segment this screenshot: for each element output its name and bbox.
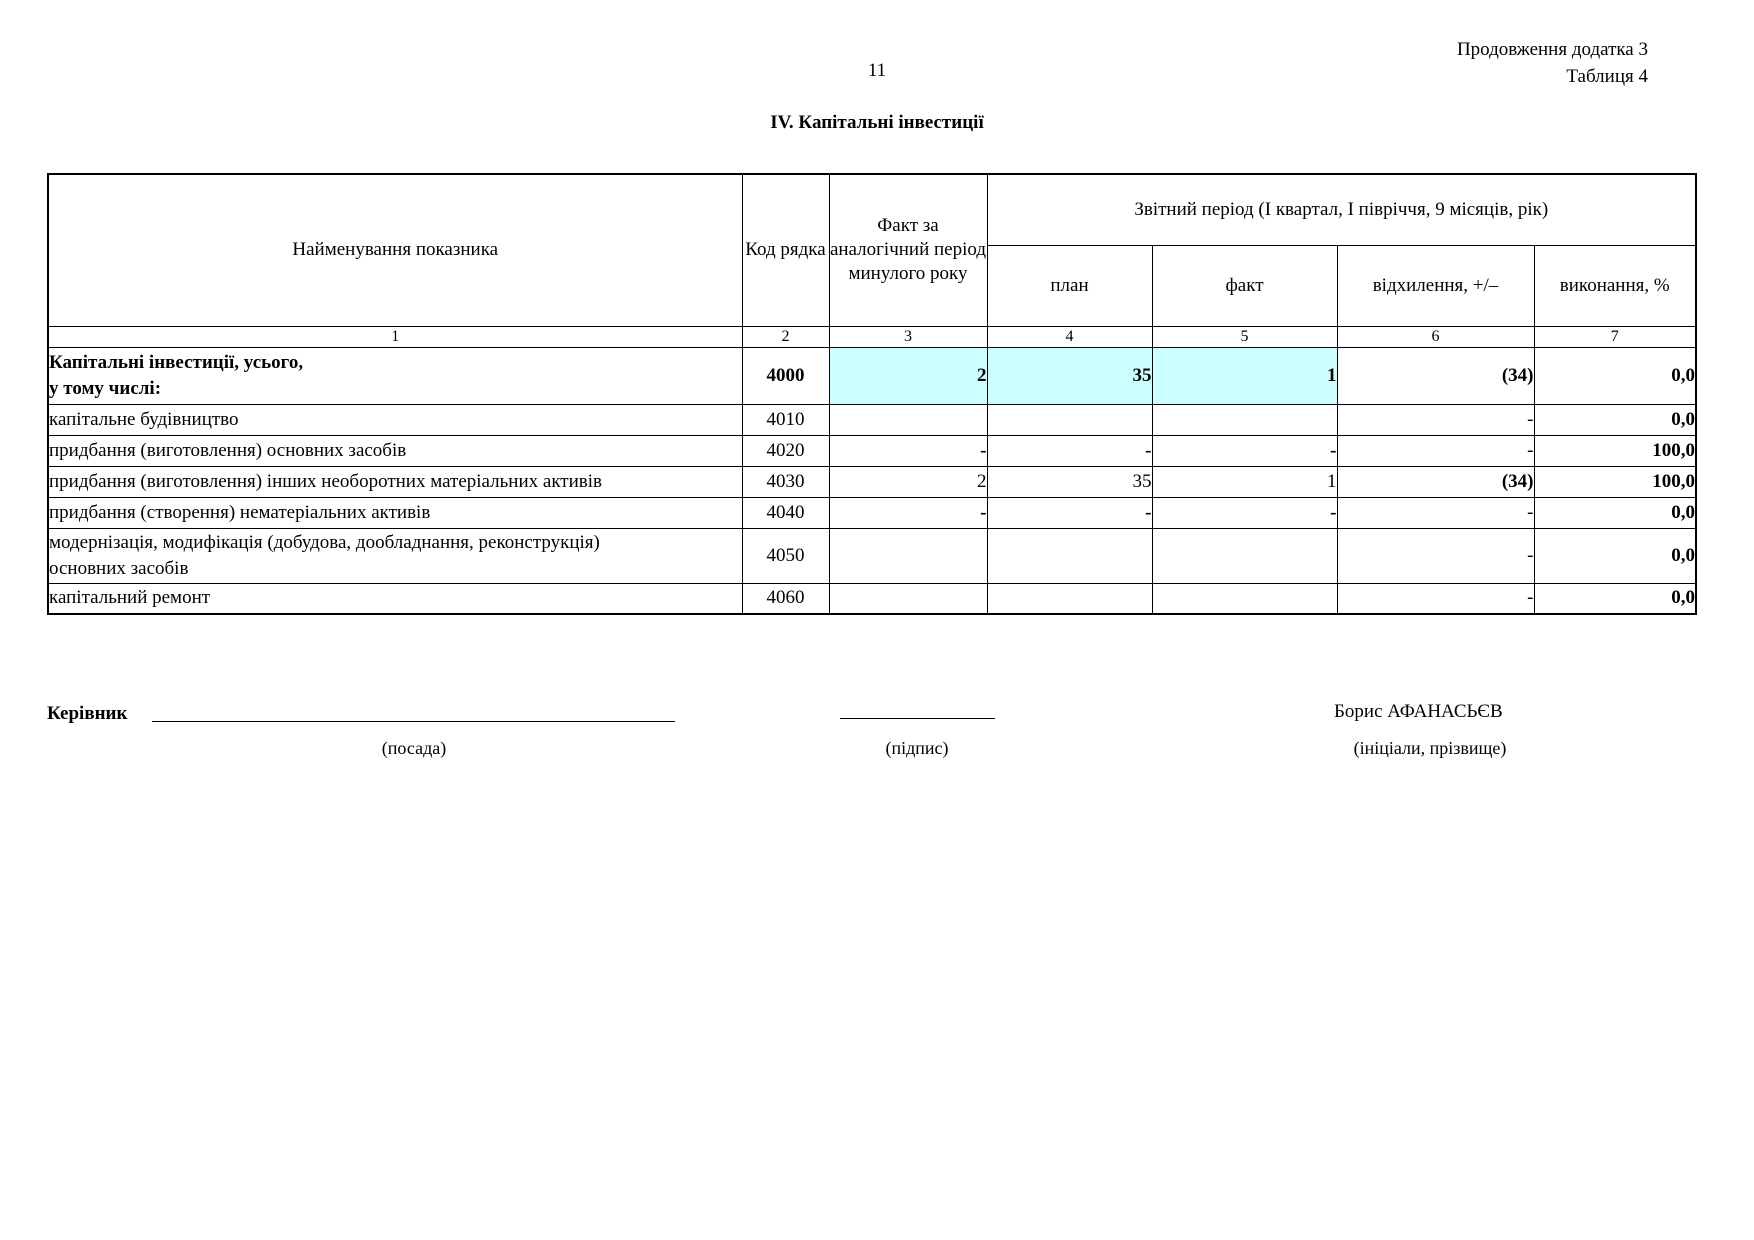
cell-deviation: (34) [1337, 466, 1534, 497]
table-row-4010 [48, 404, 1696, 435]
caption-sign: (підпис) [885, 738, 949, 758]
col-header-fact-prev-year: Факт за аналогічний період минулого року [829, 174, 987, 326]
column-number: 1 [48, 326, 742, 347]
cell-fact [1152, 404, 1337, 435]
row-name [48, 347, 742, 404]
row-name: капітальний ремонт [48, 583, 742, 614]
cell-fact: 1 [1152, 347, 1337, 404]
cell-fact: 1 [1152, 466, 1337, 497]
cell-plan: 35 [987, 347, 1152, 404]
row-name: придбання (створення) нематеріальних активів [48, 497, 742, 528]
signature-role-label: Керівник [47, 703, 128, 724]
column-number: 3 [829, 326, 987, 347]
row-code: 4010 [742, 404, 829, 435]
table-row-4020 [48, 435, 1696, 466]
cell-execution: 0,0 [1534, 528, 1696, 583]
cell-execution: 0,0 [1534, 404, 1696, 435]
cell-fact: - [1152, 497, 1337, 528]
table-row-4050 [48, 528, 1696, 583]
capital-investments-table [47, 173, 1697, 615]
signature-person-name: Борис АФАНАСЬЄВ [1334, 701, 1503, 722]
column-number: 4 [987, 326, 1152, 347]
row-code: 4060 [742, 583, 829, 614]
appendix-continuation-note: Продовження додатка 3 [1456, 39, 1648, 60]
cell-execution: 100,0 [1534, 466, 1696, 497]
cell-fact-prev: - [829, 497, 987, 528]
cell-fact [1152, 583, 1337, 614]
row-name: придбання (виготовлення) інших необоротних матеріальних активів [48, 466, 742, 497]
row-name: придбання (виготовлення) основних засобів [48, 435, 742, 466]
row-name-line1: Капітальні інвестиції, усього, [49, 351, 304, 373]
row-code: 4040 [742, 497, 829, 528]
cell-execution: 0,0 [1534, 347, 1696, 404]
cell-plan [987, 404, 1152, 435]
column-number: 5 [1152, 326, 1337, 347]
col-header-deviation: відхилення, +/– [1337, 245, 1534, 326]
cell-deviation: (34) [1337, 347, 1534, 404]
cell-deviation: - [1337, 404, 1534, 435]
row-name: капітальне будівництво [48, 404, 742, 435]
cell-fact: - [1152, 435, 1337, 466]
cell-deviation: - [1337, 435, 1534, 466]
column-number: 2 [742, 326, 829, 347]
col-header-reporting-period: Звітний період (І квартал, І півріччя, 9 місяців, рік) [987, 174, 1696, 245]
row-code: 4000 [742, 347, 829, 404]
col-header-plan: план [987, 245, 1152, 326]
cell-deviation: - [1337, 497, 1534, 528]
page-number: 11 [867, 60, 887, 81]
table-row-4060 [48, 583, 1696, 614]
cell-execution: 0,0 [1534, 583, 1696, 614]
signature-position-line [152, 703, 675, 722]
row-code: 4020 [742, 435, 829, 466]
caption-position: (посада) [381, 738, 447, 758]
table-number-note: Таблиця 4 [1566, 66, 1648, 87]
col-header-execution: виконання, % [1534, 245, 1696, 326]
cell-execution: 100,0 [1534, 435, 1696, 466]
cell-plan: 35 [987, 466, 1152, 497]
cell-fact [1152, 528, 1337, 583]
signature-sign-line [840, 718, 995, 719]
cell-fact-prev: 2 [829, 347, 987, 404]
cell-execution: 0,0 [1534, 497, 1696, 528]
cell-deviation: - [1337, 583, 1534, 614]
col-header-name: Найменування показника [48, 174, 742, 326]
table-row-4030 [48, 466, 1696, 497]
cell-deviation: - [1337, 528, 1534, 583]
row-name-line2: у тому числі: [49, 377, 162, 399]
cell-plan [987, 528, 1152, 583]
cell-plan [987, 583, 1152, 614]
column-number-row [48, 326, 1696, 347]
col-header-code: Код рядка [742, 174, 829, 326]
caption-initials-surname: (ініціали, прізвище) [1353, 738, 1507, 758]
cell-fact-prev: - [829, 435, 987, 466]
cell-fact-prev [829, 583, 987, 614]
cell-fact-prev [829, 404, 987, 435]
table-row-4000 [48, 347, 1696, 404]
cell-fact-prev: 2 [829, 466, 987, 497]
row-code: 4050 [742, 528, 829, 583]
table-header-row-1 [48, 174, 1696, 245]
row-name: модернізація, модифікація (добудова, дообладнання, реконструкція) основних засобів [48, 528, 742, 583]
cell-plan: - [987, 435, 1152, 466]
cell-plan: - [987, 497, 1152, 528]
section-title: IV. Капітальні інвестиції [770, 112, 984, 133]
cell-fact-prev [829, 528, 987, 583]
column-number: 6 [1337, 326, 1534, 347]
column-number: 7 [1534, 326, 1696, 347]
row-code: 4030 [742, 466, 829, 497]
table-row-4040 [48, 497, 1696, 528]
col-header-fact: факт [1152, 245, 1337, 326]
